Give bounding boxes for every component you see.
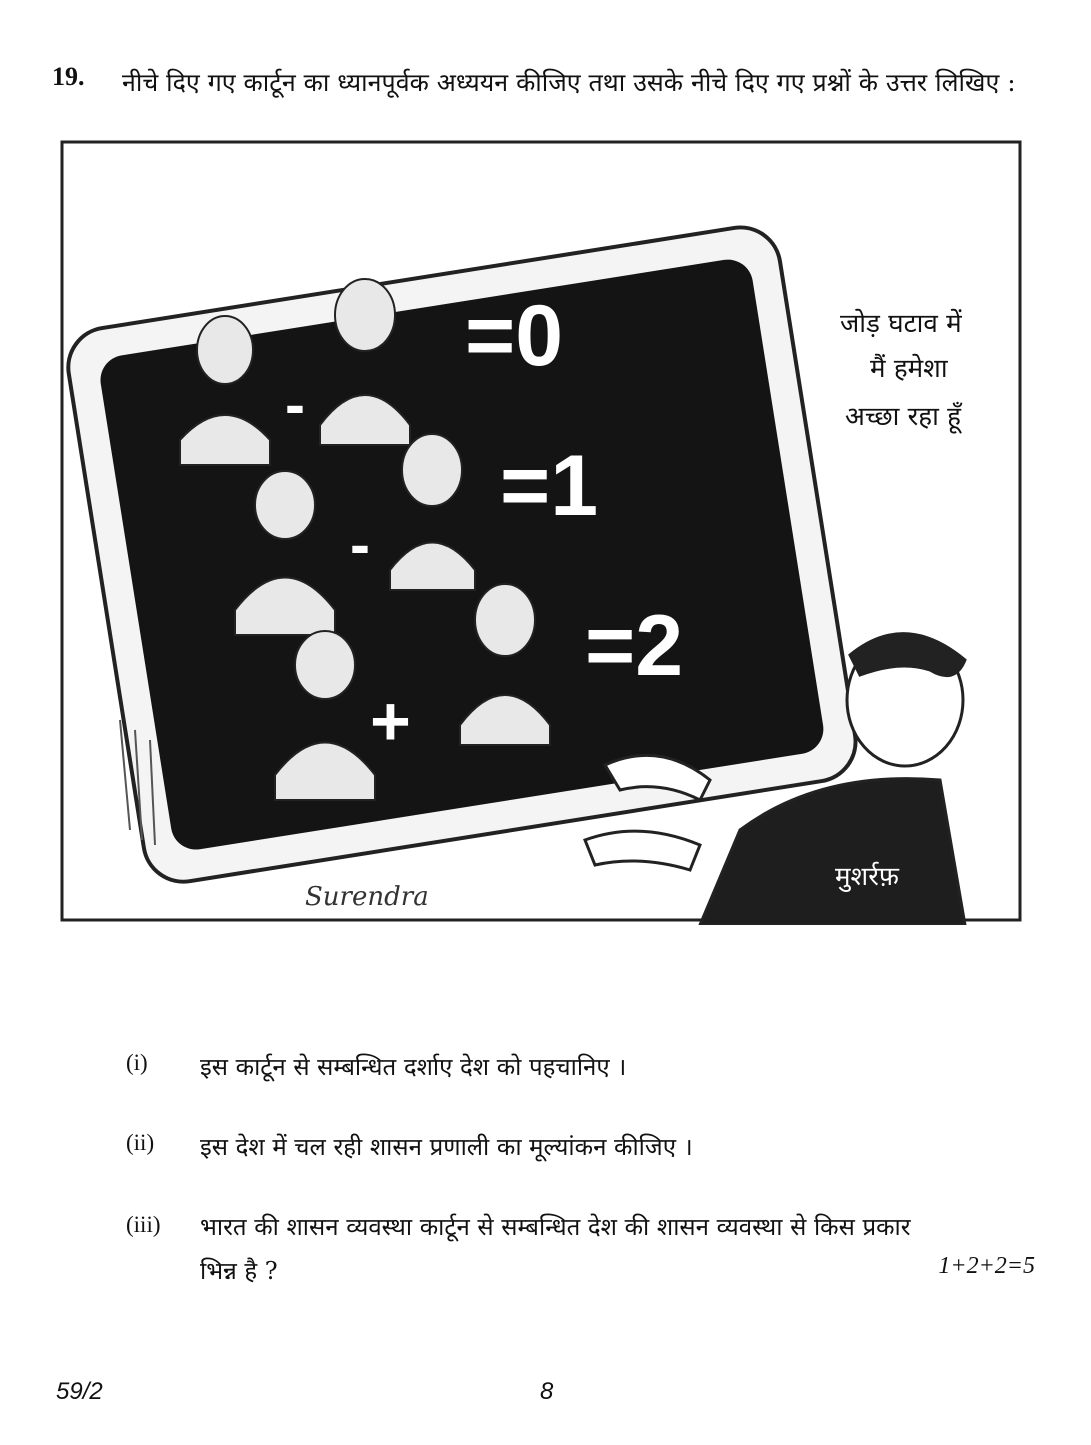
equation-1: =0 — [465, 288, 564, 384]
cartoon-image — [60, 140, 1025, 925]
subquestion-label: (iii) — [126, 1212, 161, 1237]
equation-2: =1 — [500, 438, 599, 534]
subquestion-label: (ii) — [126, 1130, 155, 1155]
subquestion-text: इस कार्टून से सम्बन्धित दर्शाए देश को पहचानिए । — [200, 1053, 627, 1081]
page-number: 8 — [540, 1378, 554, 1405]
presenter-label: मुशर्रफ़ — [835, 862, 899, 892]
artist-signature: Surendra — [305, 882, 429, 912]
operator-1: - — [285, 371, 305, 438]
paper-code: 59/2 — [56, 1378, 103, 1405]
question-number: 19. — [52, 62, 85, 91]
question-text: नीचे दिए गए कार्टून का ध्यानपूर्वक अध्ययन कीजिए तथा उसके नीचे दिए गए प्रश्नों के उत्तर लिखिए : — [122, 68, 1016, 97]
subquestion-text: भारत की शासन व्यवस्था कार्टून से सम्बन्धित देश की शासन व्यवस्था से किस प्रकार भिन्न है ? — [200, 1213, 911, 1285]
marks-distribution: 1+2+2=5 — [938, 1253, 1035, 1279]
subquestion-label: (i) — [126, 1050, 148, 1075]
speech-line-2: मैं हमेशा — [870, 354, 948, 384]
speech-line-3: अच्छा रहा हूँ — [845, 402, 961, 432]
operator-2: - — [350, 511, 370, 578]
operator-3: + — [370, 682, 411, 760]
equation-3: =2 — [585, 598, 684, 694]
speech-line-1: जोड़ घटाव में — [840, 309, 962, 339]
subquestion-text: इस देश में चल रही शासन प्रणाली का मूल्यांकन कीजिए । — [200, 1133, 693, 1161]
